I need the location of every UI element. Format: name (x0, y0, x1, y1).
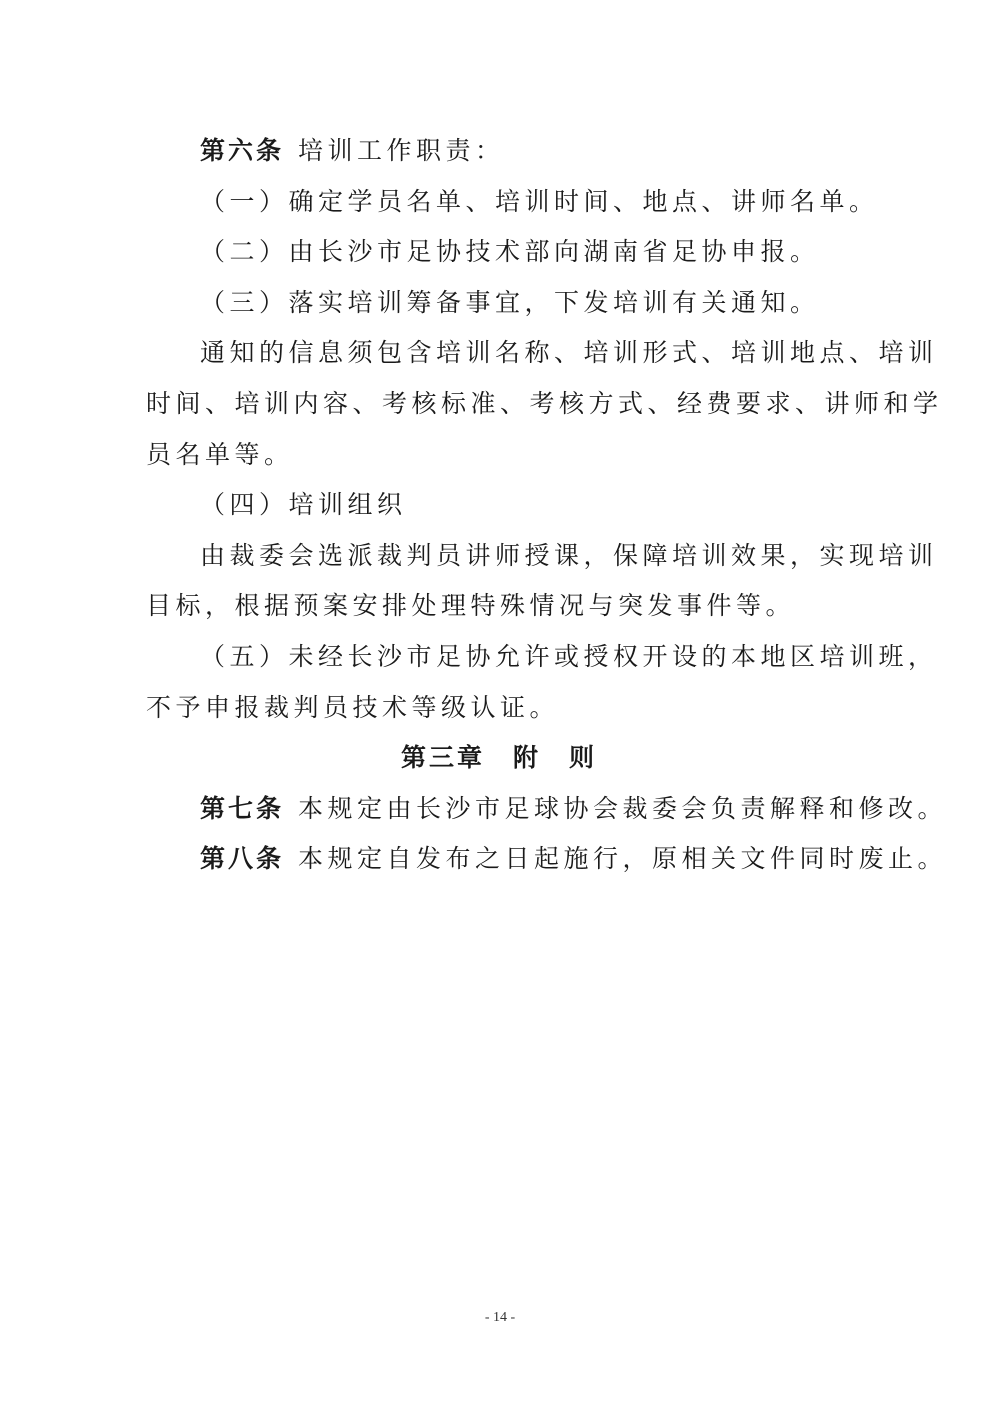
notice-paragraph-line-3: 员名单等。 (146, 439, 294, 469)
item-5-line-2: 不予申报裁判员技术等级认证。 (146, 692, 560, 722)
organization-paragraph-line-2: 目标，根据预案安排处理特殊情况与突发事件等。 (146, 591, 796, 621)
item-2: （二）由长沙市足协技术部向湖南省足协申报。 (200, 237, 820, 267)
article-8-text: 本规定自发布之日起施行，原相关文件同时废止。 (298, 844, 948, 874)
article-7-text: 本规定由长沙市足球协会裁委会负责解释和修改。 (298, 793, 948, 823)
notice-paragraph-line-1: 通知的信息须包含培训名称、培训形式、培训地点、培训 (200, 338, 938, 368)
article-6 (146, 126, 872, 177)
article-6-text: 培训工作职责： (298, 136, 505, 165)
article-6-heading: 第六条 (200, 136, 285, 165)
article-8 (146, 834, 948, 885)
article-8-heading: 第八条 (200, 844, 285, 874)
item-5-line-1: （五）未经长沙市足协允许或授权开设的本地区培训班， (200, 641, 938, 671)
item-4: （四）培训组织 (200, 490, 407, 520)
item-1: （一）确定学员名单、培训时间、地点、讲师名单。 (200, 186, 879, 216)
page-number: - 14 - (484, 1310, 516, 1325)
document-body (146, 126, 948, 885)
item-3: （三）落实培训筹备事宜，下发培训有关通知。 (200, 287, 820, 317)
organization-paragraph-line-1: 由裁委会选派裁判员讲师授课，保障培训效果，实现培训 (200, 540, 938, 570)
article-7 (146, 784, 948, 835)
chapter-3-title: 第三章 附 则 (400, 743, 597, 773)
notice-paragraph-line-2: 时间、培训内容、考核标准、考核方式、经费要求、讲师和学 (146, 388, 943, 418)
article-7-heading: 第七条 (200, 793, 285, 823)
